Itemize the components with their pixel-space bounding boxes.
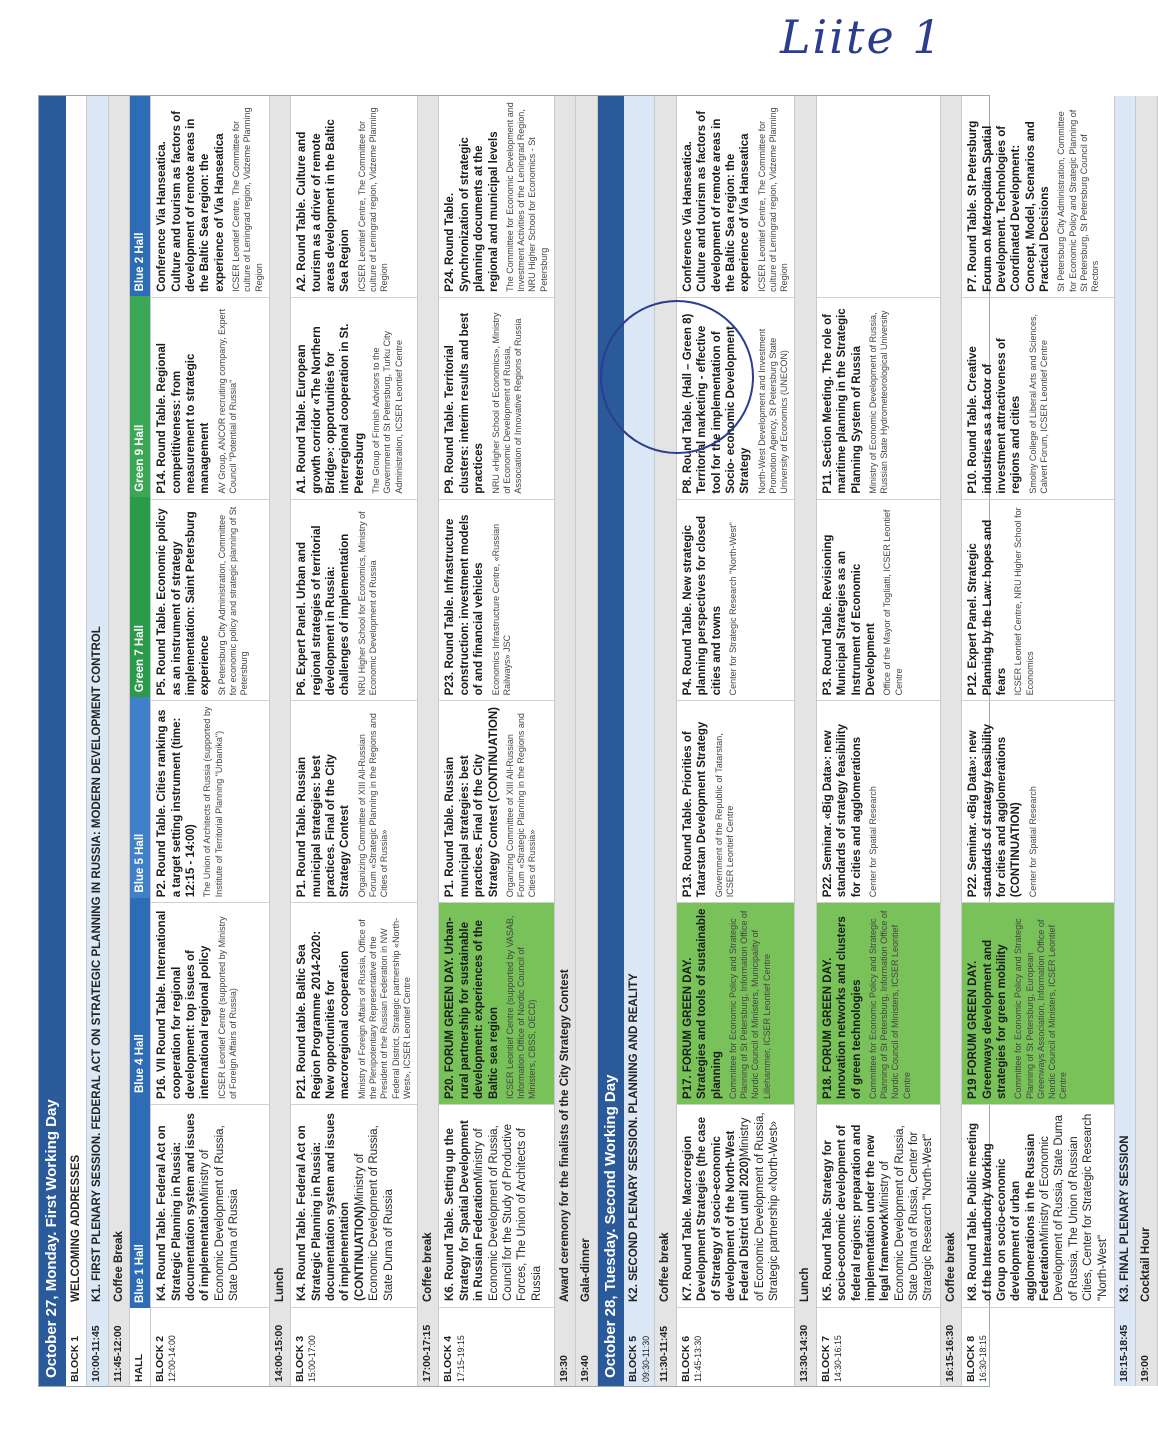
handdrawn-circle-icon — [600, 300, 754, 454]
cocktail-time: 19:00 — [1139, 1355, 1152, 1382]
p22-org: Center for Spatial Research — [867, 786, 878, 898]
session-k8 — [962, 1105, 1114, 1308]
award-time: 19:30 — [557, 1355, 570, 1382]
lunch1-title: Lunch — [273, 1267, 286, 1302]
hall-label: HALL — [132, 1354, 145, 1382]
k7-org: Ministry of Economic Development of Russia, Strategic partnership «North-West» — [739, 1112, 781, 1301]
session-a1 — [291, 298, 417, 500]
p1c-title: P1. Round Table. Russian municipal strategies: best practices. Final of the City Strategy Contest (CONTINUATION) — [444, 707, 500, 898]
block4-hours: 17:15-19:15 — [455, 1335, 466, 1382]
session-p22c — [962, 701, 1114, 903]
lunch1-time: 14:00-15:00 — [272, 1324, 285, 1382]
session-k4c — [291, 1105, 417, 1308]
p7-org: St Petersburg City Administration, Committee for Economic Policy and Strategic Planning of St Petersburg, St Petersburg Council of Rectors — [1056, 109, 1101, 292]
p14-title: P14. Round Table. Regional competitiveness: from measurement to strategic management — [156, 343, 212, 494]
d2-coffee1-time: 11:30-11:45 — [658, 1325, 671, 1382]
block2-row — [151, 96, 270, 1386]
session-p13 — [677, 701, 795, 903]
block1-title: WELCOMING ADDRESSES — [69, 1154, 82, 1302]
k4c-title: K4. Round Table. Federal Act on Strategic Planning in Russia: documentation system and issues of implementation (CONTINUATION) — [296, 1113, 366, 1301]
block8-row — [962, 96, 1115, 1386]
block6-label: BLOCK 6 — [679, 1335, 692, 1382]
a1-org: The Group of Finnish Advisors to the Government of St Petersburg, Turku City Administration, ICSER Leontief Centre — [371, 331, 404, 494]
coffee2-title: Coffee break — [422, 1232, 434, 1302]
p23-org: Economics Infrastructure Centre, «Russian Railways» JSC — [490, 523, 512, 696]
p19-title: P19 FORUM GREEN DAY. Greenways development and strategies for green mobility — [967, 939, 1008, 1099]
p22-title: P22. Seminar. «Big Data»: new standards of strategy feasibility for cities and agglomerations — [821, 724, 863, 898]
gala-row — [576, 96, 597, 1386]
block7-hours: 14:30-16:15 — [832, 1335, 843, 1382]
block8-time — [962, 1308, 1114, 1386]
session-p19 — [962, 903, 1114, 1105]
cocktail-row — [1136, 96, 1157, 1386]
session-p20 — [439, 903, 554, 1105]
hall-green9: Green 9 Hall — [130, 296, 150, 496]
handwritten-note: Liite 1 — [780, 10, 944, 64]
block1-row — [66, 96, 87, 1386]
p6-title: P6. Expert Panel. Urban and regional strategies of territorial development in Russia: challenges of implementation — [296, 525, 352, 696]
session-p5 — [151, 500, 269, 702]
session-p2 — [151, 701, 269, 903]
p1c-org: Organizing Committee of XIII All-Russian Forum «Strategic Planning in the Regions and Cities of Russia» — [504, 713, 538, 898]
p8-title: P8. Round Table. (Hall – Green 8) Territorial marketing - effective tool for the implementation of Socio- economic Development Strategy — [681, 313, 752, 494]
session-p6 — [291, 500, 417, 702]
lunch1-row — [270, 96, 291, 1386]
va-org: ICSER Leontief Centre, The Committee for culture of Leningrad region, Vidzeme Planning Region — [231, 107, 264, 292]
p6-org: NRU Higher School for Economics, Ministry of Economic Development of Russia — [356, 511, 378, 696]
k3-title: K3. FINAL PLENARY SESSION — [1118, 1135, 1131, 1302]
k4c-org: Ministry of Economic Development of Russia, State Duma of Russia — [353, 1125, 395, 1301]
empty-cell — [817, 96, 940, 298]
p3-title: P3. Round Table. Revisioning Municipal Strategies as an Instrument of Economic Development — [821, 534, 877, 696]
rotated-schedule — [39, 96, 1153, 1386]
k6-title: K6. Round Table. Setting up the Strategy for Spatial Development in Russian Federation — [444, 1120, 486, 1301]
block1-label: BLOCK 1 — [68, 1335, 81, 1382]
d2-coffee1-title: Coffee break — [659, 1232, 672, 1302]
session-p1c — [439, 701, 554, 903]
block4-row — [439, 96, 555, 1386]
p12-title: P12. Expert Panel. Strategic Planning by the Law: hopes and fears — [967, 519, 1008, 696]
p13-org: Government of the Republic of Tatarstan, ICSER Leontief Centre — [713, 733, 735, 898]
d2-coffee2-time: 16:15-16:30 — [943, 1324, 956, 1382]
k6-org: Ministry of Economic Development of Russia, Council for the Study of Productive Forces, The Union of Architects of Russia — [473, 1123, 543, 1301]
k4-org: Ministry of Economic Development of Russia, State Duma of Russia — [199, 1125, 241, 1301]
session-via-hanseatica — [151, 96, 269, 298]
block8-hours: 16:30-18:15 — [978, 1335, 989, 1382]
k8-title: K8. Round Table. Public meeting of the Interauthority Working Group on socio-economic development of urban agglomerations in the Russian Federation — [967, 1122, 1052, 1301]
block2-label: BLOCK 2 — [154, 1335, 167, 1382]
session-k5 — [817, 1105, 940, 1308]
k3-row — [1115, 96, 1136, 1386]
k2-row — [624, 96, 655, 1386]
k5-org: Ministry of Economic Development of Russia, State Duma of Russia, Center for Strategic Research "North-West" — [879, 1125, 935, 1301]
p20-title: P20. FORUM GREEN DAY. Urban-rural partnership for sustainable development: experiences of the Baltic sea region — [444, 917, 500, 1099]
block3-hours: 15:00-17:00 — [307, 1335, 318, 1382]
session-p18 — [817, 903, 940, 1105]
k1-row — [87, 96, 108, 1386]
d2-lunch-time: 13:30-14:30 — [798, 1324, 811, 1382]
session-p12 — [962, 500, 1114, 702]
p22c-title: P22. Seminar. «Big Data»: new standards of strategy feasibility for cities and agglomerations (CONTINUATION) — [967, 724, 1023, 898]
k8-org: Ministry of Economic Development of Russia, State Duma of Russia, The Union of Russian Cities, Center for Strategic Research "North-West" — [1039, 1113, 1109, 1301]
p5-org: St Petersburg City Administration, Committee for economic policy and strategic planning of St Petersburg — [216, 506, 250, 696]
block7-label: BLOCK 7 — [819, 1335, 832, 1382]
block2-time — [151, 1308, 269, 1386]
p16-org: ICSER Leontief Centre (supported by Ministry of Foreign Affairs of Russia) — [216, 916, 238, 1099]
session-k4 — [151, 1105, 269, 1308]
a2-org: ICSER Leontief Centre, The Committee for culture of Leningrad region, Vidzeme Planning Region — [356, 107, 390, 292]
d2-lunch-row — [795, 96, 816, 1386]
va-title: Conference Via Hanseatica. Culture and tourism as factors of development of remote areas in the Baltic Sea region: the experience of Via Hanseatica — [156, 110, 226, 292]
d2-lunch-title: Lunch — [799, 1267, 812, 1302]
session-p10 — [962, 298, 1114, 500]
k5-title: K5. Round Table. Strategy for socio-economic development of federal regions: preparation and implementation under the new legal framework — [821, 1124, 892, 1301]
block4-label: BLOCK 4 — [442, 1335, 455, 1382]
session-p7 — [962, 96, 1114, 298]
va2-title: Conference Via Hanseatica. Culture and tourism as factors of development of remote areas in the Baltic Sea region: the experience of Via Hanseatica — [681, 110, 752, 292]
session-a2 — [291, 96, 417, 298]
session-p4 — [677, 500, 795, 702]
p17-org: Committee for Economic Policy and Strategic Planning of St Petersburg, Information Office of Nordic Council of Ministers, Municipality of Lillehammer, ICSER Leontief Centre — [727, 910, 772, 1099]
day2-header: October 28, Tuesday. Second Working Day — [598, 96, 625, 1386]
coffee1-row — [109, 96, 130, 1386]
p14-org: AV Group, ANCOR recruiting company, Expert Council "Potential of Russia" — [216, 308, 238, 494]
p16-title: P16. VII Round Table. International cooperation for regional development: top issues of international regional policy — [156, 910, 212, 1099]
p24-title: P24. Round Table. Synchronization of strategic planning documents at the regional and municipal levels — [444, 131, 500, 292]
schedule-page — [38, 95, 1153, 1387]
k2-time — [624, 1308, 654, 1386]
session-p16 — [151, 903, 269, 1105]
p9-org: NRU «Higher School of Economics», Ministry of Economic Development of Russia, Association of Innovative Regions of Russia — [490, 312, 523, 494]
award-title: Award ceremony for the finalists of the City Strategy Contest — [558, 969, 571, 1302]
session-p9 — [439, 298, 554, 500]
p9-title: P9. Round Table. Territorial clusters: interim results and best practices — [444, 312, 486, 494]
p7-title: P7. Round Table. St Petersburg Forum on Metropolitan Spatial Development. Technologies of Coordinated Development: Concept, Model, Scenarios and Practical Decisions — [967, 120, 1052, 292]
block3-label: BLOCK 3 — [294, 1335, 307, 1382]
k1-time: 10:00-11:45 — [90, 1325, 103, 1382]
hall-blue4: Blue 4 Hall — [130, 898, 150, 1098]
block7-time — [817, 1308, 940, 1386]
block7-row — [817, 96, 941, 1386]
p2-title: P2. Round Table. Cities ranking as a target setting instrument (time: 12:15 - 14:00) — [156, 709, 197, 898]
session-p22 — [817, 701, 940, 903]
gala-title: Gala-dinner — [580, 1238, 593, 1302]
k4-title: K4. Round Table. Federal Act on Strategic Planning in Russia: documentation system and issues of implementation — [156, 1113, 212, 1301]
hall-blue5: Blue 5 Hall — [130, 697, 150, 897]
p18-org: Committee for Economic Policy and Strategic Planning of St Petersburg, Information Office of Nordic Council of Ministers, ICSER Leontief Centre — [867, 910, 912, 1099]
p3-org: Office of the Mayor of Togliatti, ICSER Leontief Centre — [882, 509, 904, 696]
block6-row — [677, 96, 796, 1386]
hall-blue2: Blue 2 Hall — [130, 96, 150, 296]
p4-org: Center for Strategic Research "North-West" — [727, 522, 738, 696]
p11-org: Ministry of Economic Development of Russia, Russian State Hydrometeorological University — [867, 310, 890, 494]
p22c-org: Center for Spatial Research — [1027, 786, 1038, 898]
p10-title: P10. Round Table. Creative industries as a factor of investment attractiveness of regions and cities — [967, 338, 1023, 494]
p20-org: ICSER Leontief Centre (supported by VASAB, Information Office of Nordic Council of Ministers, CBSS, OECD) — [504, 915, 538, 1099]
block2-hours: 12:00-14:00 — [167, 1335, 178, 1382]
p21-title: P21. Round table. Baltic Sea Region Programme 2014-2020: New opportunities for macroregional cooperation — [296, 930, 352, 1099]
p21-org: Ministry of Foreign Affairs of Russia, Office of the Plenipotentiary Representative of the President of the Russian Federation in NW Federal District, Strategic partnership «North-West», ICSER Leontief Centre — [356, 917, 412, 1099]
p12-org: ICSER Leontief Centre, NRU Higher School for Economics — [1013, 507, 1035, 696]
p19-org: Committee for Economic Policy and Strategic Planning of St Petersburg, European Greenways Association, Information Office of Nordic Council of Ministers, ICSER Leontief Centre — [1013, 918, 1069, 1099]
block5-hours: 09:30-11:30 — [640, 1335, 651, 1382]
block4-time — [439, 1308, 554, 1386]
gala-time: 19:40 — [579, 1355, 592, 1382]
k2-title: K2. SECOND PLENARY SESSION. PLANNING AND REALITY — [628, 973, 641, 1302]
block3-row — [291, 96, 418, 1386]
session-k7 — [677, 1105, 795, 1308]
coffee1-time: 11:45-12:00 — [111, 1325, 124, 1382]
session-p1 — [291, 701, 417, 903]
d2-coffee1-row — [655, 96, 676, 1386]
session-p14 — [151, 298, 269, 500]
award-row — [555, 96, 576, 1386]
p23-title: P23. Round Table. Infrastructure construction: investment models of and financial vehicles — [444, 514, 486, 696]
k7-title: K7. Round Table. Macroregion Development Strategies (the case of Strategy of socio-economic development of the North-West Federal District until 2020) — [681, 1116, 752, 1301]
hall-blue1: Blue 1 Hall — [130, 1098, 150, 1308]
p1-title: P1. Round Table. Russian municipal strategies: best practices. Final of the City Strategy Contest — [296, 754, 352, 898]
day1-header: October 27, Monday. First Working Day — [39, 96, 66, 1386]
p13-title: P13. Round Table. Priorities of Tatarstan Development Strategy — [681, 721, 709, 898]
session-p21 — [291, 903, 417, 1105]
block5-label: BLOCK 5 — [627, 1335, 640, 1382]
d2-coffee2-title: Coffee break — [944, 1232, 957, 1302]
d2-coffee2-row — [941, 96, 962, 1386]
a1-title: A1. Round Table. European growth corridor «The Northern Bridge»: opportunities for interregional cooperation in St. Petersburg — [296, 323, 366, 494]
session-p23 — [439, 500, 554, 702]
k3-time: 18:15-18:45 — [1117, 1324, 1130, 1382]
session-k6 — [439, 1105, 554, 1308]
p18-title: P18. FORUM GREEN DAY. Innovation networks and clusters of green technologies — [821, 916, 863, 1099]
p10-org: Smolny College of Liberal Arts and Sciences, Calvert Forum, ICSER Leontief Centre — [1027, 314, 1049, 494]
session-p17 — [677, 903, 795, 1105]
a2-title: A2. Round Table. Culture and tourism as a driver of remote areas development in the Baltic Sea Region — [296, 119, 352, 292]
coffee2-time: 17:00-17:15 — [421, 1324, 433, 1382]
p8-org: North-West Development and Investment Promotion Agency, St Petersburg State University of Economics (UNECON) — [756, 328, 790, 494]
session-p3 — [817, 500, 940, 702]
cocktail-title: Cocktail Hour — [1140, 1227, 1153, 1302]
coffee2-row — [418, 96, 439, 1386]
session-p24 — [439, 96, 554, 298]
p17-title: P17. FORUM GREEN DAY. Strategies and tools of sustainable planning — [681, 908, 723, 1099]
block6-hours: 11:45-13:30 — [692, 1335, 703, 1382]
block8-label: BLOCK 8 — [965, 1335, 978, 1382]
session-via-hanseatica-2 — [677, 96, 795, 298]
p2-org: The Union of Architects of Russia (supported by Institute of Territorial Planning "Urbanika") — [202, 706, 224, 898]
k1-title: K1. FIRST PLENARY SESSION. FEDERAL ACT ON STRATEGIC PLANNING IN RUSSIA: MODERN DEVELOPMENT CONTROL — [91, 626, 104, 1302]
va2-org: ICSER Leontief Centre, The Committee for culture of Leningrad region, Vidzeme Planning Region — [756, 107, 790, 292]
p4-title: P4. Round Table. New strategic planning perspectives for closed cities and towns — [681, 515, 723, 696]
halls-row — [130, 96, 151, 1386]
p24-org: The Committee for Economic Development and Investment Activities of the Leningrad Region, NRU Higher School for Economics - St Petersburg — [504, 102, 549, 292]
p11-title: P11. Section Meeting. The role of maritime planning in the Strategic Planning System of Russia — [821, 308, 863, 494]
session-p11 — [817, 298, 940, 500]
p5-title: P5. Round Table. Economic policy as an instrument of strategy implementation: Saint Petersburg experience — [156, 508, 212, 696]
block3-time — [291, 1308, 417, 1386]
hall-green7: Green 7 Hall — [130, 497, 150, 697]
coffee1-title: Coffee Break — [112, 1231, 125, 1302]
block6-time — [677, 1308, 795, 1386]
p1-org: Organizing Committee of XIII All-Russian Forum «Strategic Planning in the Regions and Cities of Russia» — [356, 713, 390, 898]
